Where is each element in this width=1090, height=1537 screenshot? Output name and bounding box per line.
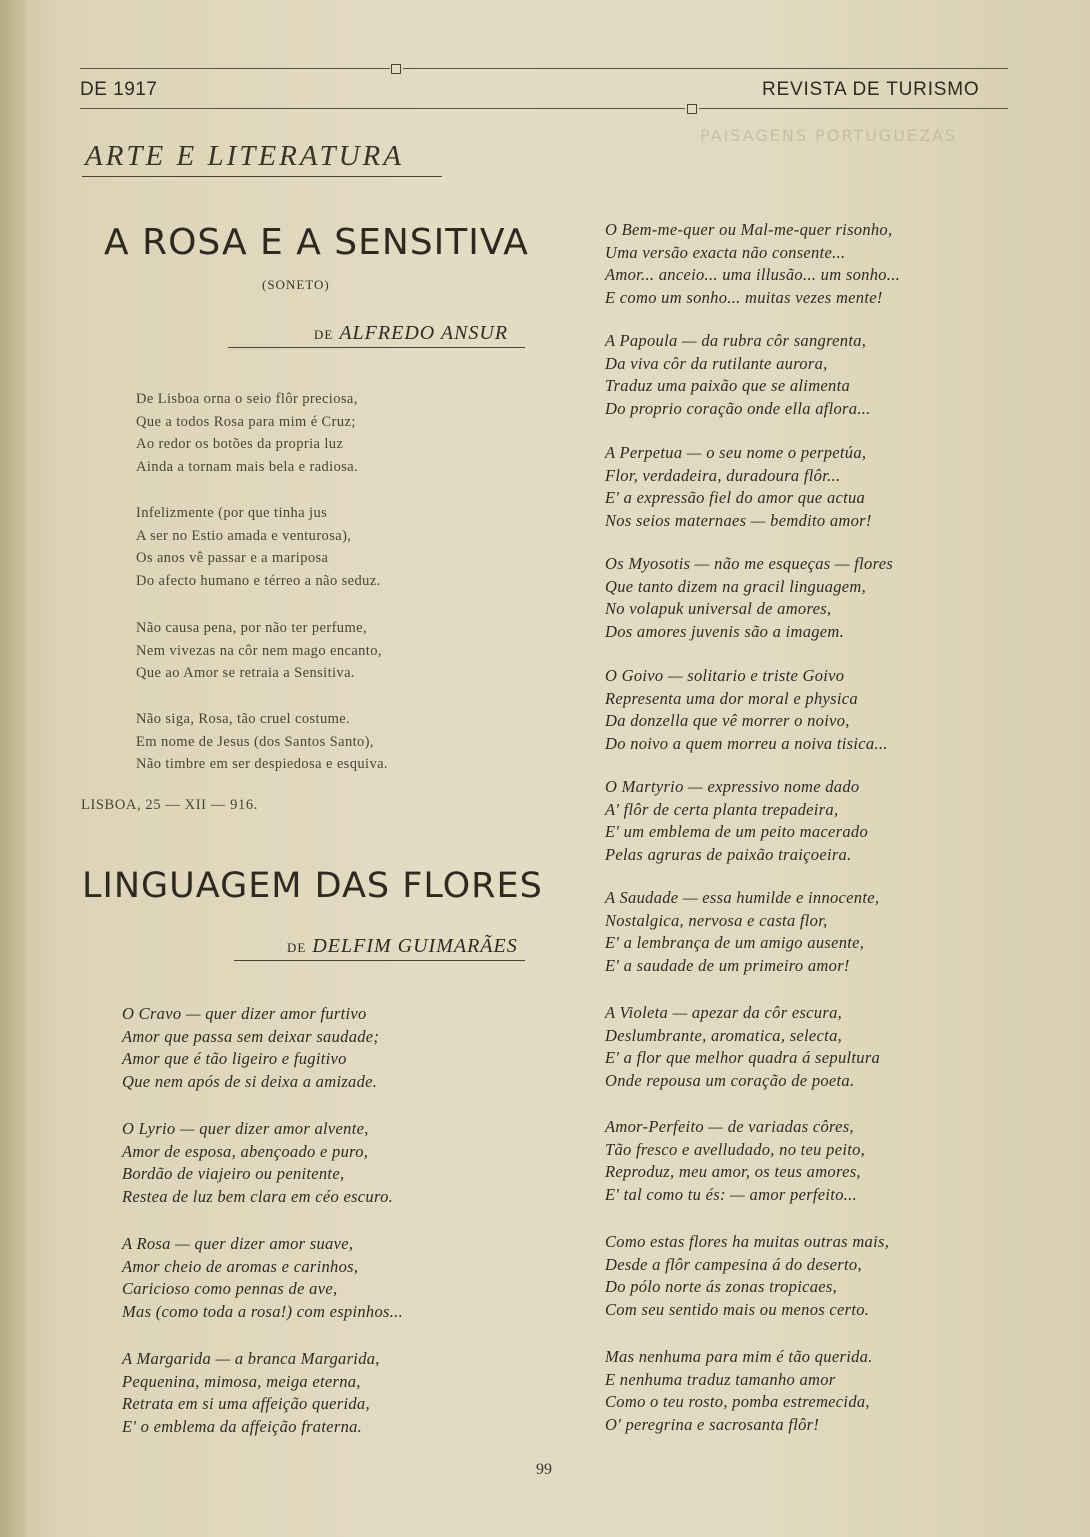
flower-line: A' flôr de certa planta trepadeira, [605, 799, 839, 819]
flower-line: Que tanto dizem na gracil linguagem, [605, 576, 867, 596]
poem1-by-word: DE [314, 327, 334, 342]
flower-line: Os Myosotis — não me esqueças — flores [605, 554, 894, 573]
right-stanza-bem-me-quer [605, 219, 900, 309]
header-top-rule-left [80, 68, 390, 69]
header-bottom-rule-left [80, 108, 685, 109]
flower-line: No volapuk universal de amores, [605, 599, 832, 619]
flower-line: Desde a flôr campesina á do deserto, [605, 1254, 862, 1274]
flower-line: Reproduz, meu amor, os teus amores, [605, 1162, 861, 1182]
right-stanza-outras [605, 1231, 889, 1321]
flower-line: Da viva côr da rutilante aurora, [605, 353, 828, 373]
flower-line: A Rosa — quer dizer amor suave, [122, 1234, 354, 1253]
flower-line: E' um emblema de um peito macerado [605, 822, 869, 842]
poem1-line: Que a todos Rosa para mim é Cruz; [136, 413, 356, 430]
poem1-stanza-3 [136, 617, 382, 685]
flower-line: O Bem-me-quer ou Mal-me-quer risonho, [605, 220, 893, 239]
page-number: 99 [536, 1461, 552, 1478]
flower-line: E' a saudade de um primeiro amor! [605, 955, 850, 975]
poem2-byline [287, 935, 518, 958]
flower-line: E' tal como tu és: — amor perfeito... [605, 1184, 858, 1204]
flower-line: A Papoula — da rubra côr sangrenta, [605, 331, 867, 350]
header-ornament-top [391, 64, 401, 74]
header-ornament-bottom [687, 104, 697, 114]
flower-line: Da donzella que vê morrer o noivo, [605, 711, 850, 731]
flower-line: Como estas flores ha muitas outras mais, [605, 1232, 890, 1251]
flower-line: Do pólo norte ás zonas tropicaes, [605, 1277, 838, 1297]
right-stanza-myosotis [605, 553, 893, 643]
poem1-line: A ser no Estio amada e venturosa), [136, 527, 352, 544]
flower-line: A Violeta — apezar da côr escura, [605, 1003, 843, 1022]
flower-line: Dos amores juvenis são a imagem. [605, 621, 845, 641]
poem2-title: LINGUAGEM DAS FLORES [82, 866, 543, 906]
flower-line: Amor-Perfeito — de variadas côres, [605, 1117, 854, 1136]
header-bottom-rule-right [699, 108, 1008, 109]
right-stanza-saudade [605, 887, 879, 977]
left-stanza-margarida [122, 1348, 380, 1438]
flower-line: Bordão de viajeiro ou penitente, [122, 1164, 345, 1184]
poem1-author: ALFREDO ANSUR [339, 322, 509, 344]
poem1-line: De Lisboa orna o seio flôr preciosa, [136, 391, 358, 407]
flower-line: Uma versão exacta não consente... [605, 242, 846, 262]
flower-line: O' peregrina e sacrosanta flôr! [605, 1414, 820, 1434]
flower-line: Amor cheio de aromas e carinhos, [122, 1256, 359, 1276]
poem1-line: Ainda a tornam mais bela e radiosa. [136, 458, 359, 475]
poem1-line: Infelizmente (por que tinha jus [136, 505, 328, 521]
flower-line: A Perpetua — o seu nome o perpetúa, [605, 443, 867, 462]
flower-line: Pequenina, mimosa, meiga eterna, [122, 1371, 361, 1391]
right-stanza-perpetua [605, 442, 872, 532]
poem2-by-word: DE [287, 940, 307, 955]
poem1-line: Do afecto humano e térreo a não seduz. [136, 572, 381, 589]
poem1-line: Em nome de Jesus (dos Santos Santo), [136, 733, 374, 750]
flower-line: Que nem após de si deixa a amizade. [122, 1071, 378, 1091]
header-top-rule-right [403, 68, 1008, 69]
flower-line: Como o teu rosto, pomba estremecida, [605, 1392, 870, 1412]
flower-line: Traduz uma paixão que se alimenta [605, 376, 851, 396]
flower-line: Mas (como toda a rosa!) com espinhos... [122, 1301, 404, 1321]
flower-line: E' a expressão fiel do amor que actua [605, 488, 866, 508]
flower-line: E' o emblema da affeição fraterna. [122, 1416, 363, 1436]
flower-line: Caricioso como pennas de ave, [122, 1279, 338, 1299]
flower-line: E como um sonho... muitas vezes mente! [605, 287, 883, 307]
left-stanza-cravo [122, 1003, 379, 1093]
flower-line: Deslumbrante, aromatica, selecta, [605, 1025, 843, 1045]
flower-line: Onde repousa um coração de poeta. [605, 1070, 855, 1090]
poem1-byline [314, 322, 508, 345]
flower-line: Representa uma dor moral e physica [605, 688, 858, 708]
flower-line: Restea de luz bem clara em céo escuro. [122, 1186, 394, 1206]
poem1-line: Nem vivezas na côr nem mago encanto, [136, 642, 382, 659]
flower-line: Amor que é tão ligeiro e fugitivo [122, 1049, 347, 1069]
flower-line: E' a lembrança de um amigo ausente, [605, 933, 865, 953]
flower-line: Flor, verdadeira, duradoura flôr... [605, 465, 841, 485]
poem1-dateline: LISBOA, 25 — XII — 916. [81, 797, 258, 813]
issue-date: DE 1917 [80, 79, 158, 100]
poem1-stanza-1 [136, 388, 358, 478]
flower-line: O Cravo — quer dizer amor furtivo [122, 1004, 367, 1023]
section-title: ARTE E LITERATURA [85, 140, 404, 172]
show-through-text: PAISAGENS PORTUGUEZAS [700, 126, 958, 145]
poem1-line: Ao redor os botões da propria luz [136, 436, 344, 452]
right-stanza-papoula [605, 330, 871, 420]
flower-line: Mas nenhuma para mim é tão querida. [605, 1347, 873, 1366]
flower-line: Amor... anceio... uma illusão... um sonho... [605, 265, 901, 285]
poem1-line: Não timbre em ser despiedosa e esquiva. [136, 756, 388, 772]
right-stanza-martyrio [605, 776, 868, 866]
page-binding-shadow [0, 0, 26, 1537]
flower-line: Com seu sentido mais ou menos certo. [605, 1299, 870, 1319]
flower-line: O Lyrio — quer dizer amor alvente, [122, 1119, 369, 1138]
poem1-stanza-2 [136, 502, 381, 592]
flower-line: Nos seios maternaes — bemdito amor! [605, 510, 872, 530]
flower-line: A Saudade — essa humilde e innocente, [605, 888, 880, 907]
flower-line: E nenhuma traduz tamanho amor [605, 1369, 836, 1389]
flower-line: A Margarida — a branca Margarida, [122, 1349, 380, 1368]
flower-line: Amor que passa sem deixar saudade; [122, 1026, 380, 1046]
flower-line: E' a flor que melhor quadra á sepultura [605, 1048, 881, 1068]
flower-line: Amor de esposa, abençoado e puro, [122, 1141, 369, 1161]
poem1-stanza-4 [136, 708, 388, 776]
left-stanza-rosa [122, 1233, 403, 1323]
right-stanza-goivo [605, 665, 888, 755]
poem2-author: DELFIM GUIMARÃES [312, 935, 518, 957]
flower-line: Nostalgica, nervosa e casta flor, [605, 910, 828, 930]
poem1-byline-rule [228, 347, 525, 348]
poem1-line: Os anos vê passar e a mariposa [136, 550, 329, 566]
right-stanza-final [605, 1346, 873, 1436]
poem1-title: A ROSA E A SENSITIVA [104, 222, 529, 263]
flower-line: O Goivo — solitario e triste Goivo [605, 666, 845, 685]
flower-line: Pelas agruras de paixão traiçoeira. [605, 844, 852, 864]
flower-line: Do noivo a quem morreu a noiva tisica... [605, 733, 888, 753]
right-stanza-violeta [605, 1002, 880, 1092]
poem1-line: Não causa pena, por não ter perfume, [136, 620, 367, 636]
poem2-byline-rule [234, 960, 525, 961]
section-title-underline [82, 176, 442, 177]
left-stanza-lyrio [122, 1118, 393, 1208]
poem1-line: Não siga, Rosa, tão cruel costume. [136, 711, 351, 727]
magazine-name: REVISTA DE TURISMO [762, 79, 980, 100]
poem1-subtitle: (SONETO) [262, 277, 330, 292]
flower-line: Retrata em si uma affeição querida, [122, 1394, 370, 1414]
flower-line: O Martyrio — expressivo nome dado [605, 777, 860, 796]
flower-line: Tão fresco e avelludado, no teu peito, [605, 1139, 866, 1159]
flower-line: Do proprio coração onde ella aflora... [605, 398, 871, 418]
right-stanza-amor-perfeito [605, 1116, 865, 1206]
poem1-line: Que ao Amor se retraia a Sensitiva. [136, 665, 355, 681]
